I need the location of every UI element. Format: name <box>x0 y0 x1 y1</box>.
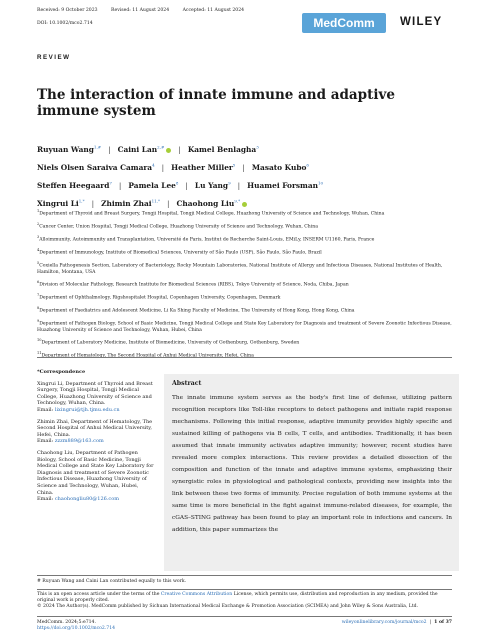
author-separator: | <box>178 145 181 155</box>
divider <box>37 589 452 590</box>
divider <box>37 616 452 617</box>
correspondence-entry: Zhimin Zhai, Department of Hematology, The Second Hospital of Anhui Medical University, Hefei, China. Email: zzzm889@163.com <box>37 418 153 445</box>
article-title: The interaction of innate immune and adaptive immune system <box>37 87 395 119</box>
abstract-heading: Abstract <box>172 380 202 387</box>
author-name[interactable]: Xingrui $Li^{1,*}$ <box>37 198 85 209</box>
author-name[interactable]: Ruyuan Wang$^{1,\#}$ <box>37 145 102 155</box>
accepted-date: Accepted: 11 August 2024 <box>182 8 245 13</box>
affiliation-item: $^9$Department of Pathogen Biology, School of Basic Medicine, Tongji Medical College and State Key Laboratory for Diagnosis and treatment of Severe Zoonotic Infectious Disease, Huazhong University of Science and Technology, Wuhan, Hubei, China <box>37 319 452 333</box>
journal-link[interactable]: wileyonlinelibrary.com/journal/mco2 <box>341 620 427 625</box>
footer-right: wileyonlinelibrary.com/journal/mco2 | 1 of 37 <box>341 620 452 625</box>
author-separator: | <box>237 181 241 191</box>
affiliation-item: $^{11}$Department of Hematology, The Second Hospital of Anhui Medical University, Hefei, China <box>37 351 254 359</box>
received-date: Received: 9 October 2023 <box>37 8 98 13</box>
journal-logo[interactable]: MedComm <box>302 13 386 33</box>
author-list <box>37 140 467 212</box>
email-link[interactable]: chaohongliu80@126.com <box>54 496 119 503</box>
footer-citation: MedComm. 2024;5:e714. https://doi.org/10.1002/mco2.714 <box>37 620 116 631</box>
author-name[interactable]: Masato Kubo$^6$ <box>251 162 309 173</box>
divider <box>37 575 452 576</box>
author-separator: | <box>161 163 165 173</box>
orcid-icon[interactable] <box>242 202 247 207</box>
author-separator: | <box>91 199 95 209</box>
correspondence-heading: *Correspondence <box>37 369 86 375</box>
author-separator: | <box>108 145 111 155</box>
section-label: REVIEW <box>37 54 71 61</box>
page-number: 1 of 37 <box>434 620 452 625</box>
email-link[interactable]: lixingrui@tjh.tjmu.edu.cn <box>54 406 120 413</box>
revised-date: Revised: 11 August 2024 <box>111 8 170 13</box>
publisher-logo[interactable]: WILEY <box>400 16 443 28</box>
divider <box>37 357 452 358</box>
author-separator: | <box>166 199 170 209</box>
license-statement: This is an open access article under the terms of the Creative Commons Attribution License, which permits use, distribution and reproduction in any medium, provided the original work is properly cited. © 2024 The Author(s). MedComm published by Sichuan International Medical Exchange & Promotion Association (SCIMEA) and John Wiley & Sons Australia, Ltd. <box>37 592 438 609</box>
affiliation-list <box>37 208 459 363</box>
correspondence-block <box>37 369 155 508</box>
doi-label: DOI: 10.1002/mco2.714 <box>37 21 93 26</box>
affiliation-item: $^4$Department of Immunology, Institute of Biomedical Sciences, University of São Paulo (USP), São Paulo, São Paulo, Brazil <box>37 248 322 256</box>
author-name[interactable]: Kamel Benlagha$^3$ <box>187 145 259 155</box>
author-separator: | <box>118 181 122 191</box>
affiliation-item: $^5$Coxiella Pathogenesis Section, Laboratory of Bacteriology, Rocky Mountain Laboratories, National Institute of Allergy and Infectious Diseases, National Institutes of Health, Hamilton, Montana, USA <box>37 261 443 275</box>
correspondence-entry: Xingrui Li, Department of Thyroid and Breast Surgery, Tongji Hospital, Tongji Medical College, Huazhong University of Science and Technology, Wuhan, China. Email: lixingrui@tjh.tjmu.edu.cn <box>37 380 153 413</box>
affiliation-item: $^2$Cancer Center, Union Hospital, Tongji Medical College, Huazhong University of Science and Technology, Wuhan, China <box>37 222 318 230</box>
author-name[interactable]: Chaohong Liu$^{9,*}$ <box>176 199 247 208</box>
article-history <box>37 8 452 14</box>
email-link[interactable]: zzzm889@163.com <box>54 438 104 445</box>
author-name[interactable]: Pamela Lee$^8$ <box>128 180 179 191</box>
license-link[interactable]: Creative Commons Attribution <box>160 592 233 597</box>
affiliation-item: $^{10}$Department of Laboratory Medicine, Institute of Biomedicine, University of Gothenburg, Gothenburg, Sweden <box>37 338 300 346</box>
affiliation-item: $^1$Department of Thyroid and Breast Surgery, Tongji Hospital, Tongji Medical College, Huazhong University of Science and Technology, Wuhan, China <box>37 209 385 217</box>
orcid-icon[interactable] <box>166 148 171 153</box>
abstract-text: The innate immune system serves as the body's first line of defense, utilizing pattern recognition receptors like Toll-like receptors to detect pathogens and initiate rapid response mechanisms. Following this initial response, adaptive immunity provides highly specific and sustained killing of pathogens via B cells, T cells, and antibodies. Traditionally, it has been assumed that innate immunity activates adaptive immunity; however, recent studies have revealed more complex interactions. This review provides a detailed dissection of the composition and function of the innate and adaptive immune systems, emphasizing their synergistic roles in physiological and pathological contexts, providing new insights into the link between these two forms of immunity. Precise regulation of both immune systems at the same time is more beneficial in the fight against immune-related diseases, for example, the cGAS–STING pathway has been found to play an important role in infections and cancers. In addition, this paper summarizes the <box>172 395 452 533</box>
affiliation-item: $^3$Alloimmunity, Autoimmunity and Transplantation, Université de Paris, Institut de Recherche Saint-Louis, EMiLy, INSERM U1160, Paris, France <box>37 235 375 243</box>
author-name[interactable]: Steffen Heegaard$^7$ <box>37 180 112 191</box>
author-name[interactable]: Lu Yang$^9$ <box>194 180 231 191</box>
correspondence-entry: Chaohong Liu, Department of Pathogen Biology, School of Basic Medicine, Tongji Medical College and State Key Laboratory for Diagnosis and treatment of Severe Zoonotic Infectious Disease, Huazhong University of Science and Technology, Wuhan, Hubei, China. Email: chaohongliu80@126.com <box>37 449 154 503</box>
equal-contribution-footnote: # Ruyuan Wang and Caini Lan contributed equally to this work. <box>37 579 187 584</box>
affiliation-item: $^7$Department of Ophthalmology, Rigshospitalet Hospital, Copenhagen University, Copenhagen, Denmark <box>37 293 281 301</box>
author-name[interactable]: Huamei Forsman$^{10}$ <box>247 180 324 191</box>
author-name[interactable]: Heather Miller$^5$ <box>171 162 236 173</box>
author-name[interactable]: Caini Lan$^{2,\#}$ <box>118 145 172 154</box>
author-name[interactable]: Niels Olsen Saraiva Camara$^4$ <box>37 162 155 173</box>
author-separator: | <box>185 181 188 191</box>
author-separator: | <box>242 163 245 173</box>
affiliation-item: $^8$Department of Paediatrics and Adolescent Medicine, Li Ka Shing Faculty of Medicine, The University of Hong Kong, Hong Kong, China <box>37 306 355 314</box>
article-doi-link[interactable]: https://doi.org/10.1002/mco2.714 <box>37 626 116 631</box>
copyright-notice: © 2024 The Author(s). MedComm published by Sichuan International Medical Exchange & Promotion Association (SCIMEA) and John Wiley & Sons Australia, Ltd. <box>37 604 419 609</box>
affiliation-item: $^6$Division of Molecular Pathology, Research Institute for Biomedical Sciences (RIBS), Tokyo University of Science, Noda, Chiba, Japan <box>37 280 349 288</box>
author-name[interactable]: Zhimin Zhai$^{11,*}$ <box>101 198 160 209</box>
